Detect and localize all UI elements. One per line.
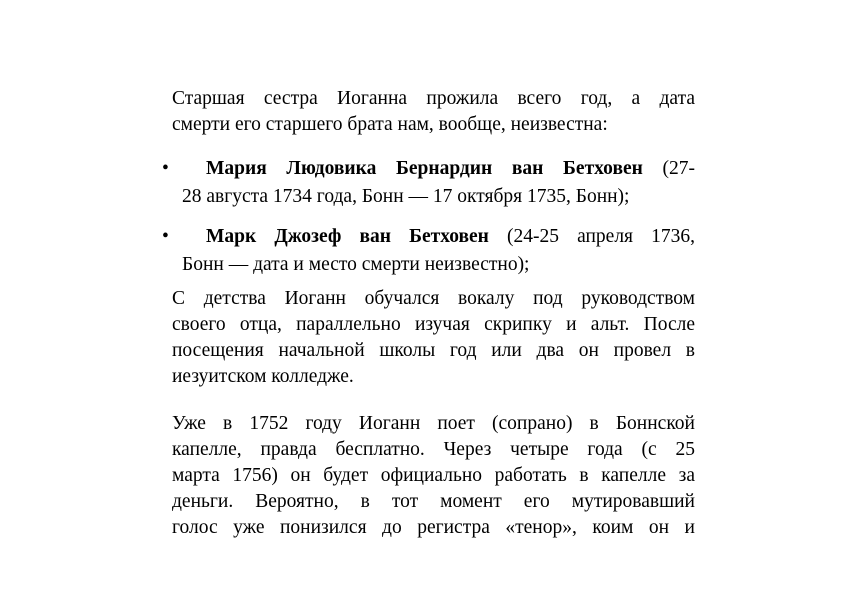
dates-text: (24-25 апреля 1736, [488,226,695,247]
paragraph-line: Уже в 1752 году Иоганн поет (сопрано) в Боннской [172,413,695,434]
paragraph-childhood [172,286,695,390]
paragraph-chapel [172,411,695,541]
person-name: Марк Джозеф ван Бетховен [206,226,489,247]
bullet-icon: • [162,158,169,179]
paragraph-line: Старшая сестра Иоганна прожила всего год, а дата [172,88,695,109]
paragraph-line: смерти его старшего брата нам, вообще, неизвестна: [172,114,608,135]
list-item-line: 28 августа 1734 года, Бонн — 17 октября 1735, Бонн); [182,186,630,207]
paragraph-line: марта 1756) он будет официально работать в капелле за [172,465,695,486]
list-item-line [206,156,695,182]
paragraph-line: голос уже понизился до регистра «тенор», коим он и [172,517,695,538]
paragraph-line: С детства Иоганн обучался вокалу под руководством [172,288,695,309]
paragraph-line: посещения начальной школы год или два он провел в [172,340,695,361]
paragraph-line: капелле, правда бесплатно. Через четыре года (с 25 [172,439,695,460]
dates-text: (27- [642,158,695,179]
bullet-icon: • [162,226,169,247]
paragraph-line: иезуитском колледже. [172,366,354,387]
paragraph-line: своего отца, параллельно изучая скрипку и альт. После [172,314,695,335]
paragraph-line: деньги. Вероятно, в тот момент его мутировавший [172,491,695,512]
person-name: Мария Людовика Бернардин ван Бетховен [206,158,643,179]
list-item-line [206,224,695,250]
paragraph-sisters [172,86,695,138]
list-item-line: Бонн — дата и место смерти неизвестно); [182,254,530,275]
